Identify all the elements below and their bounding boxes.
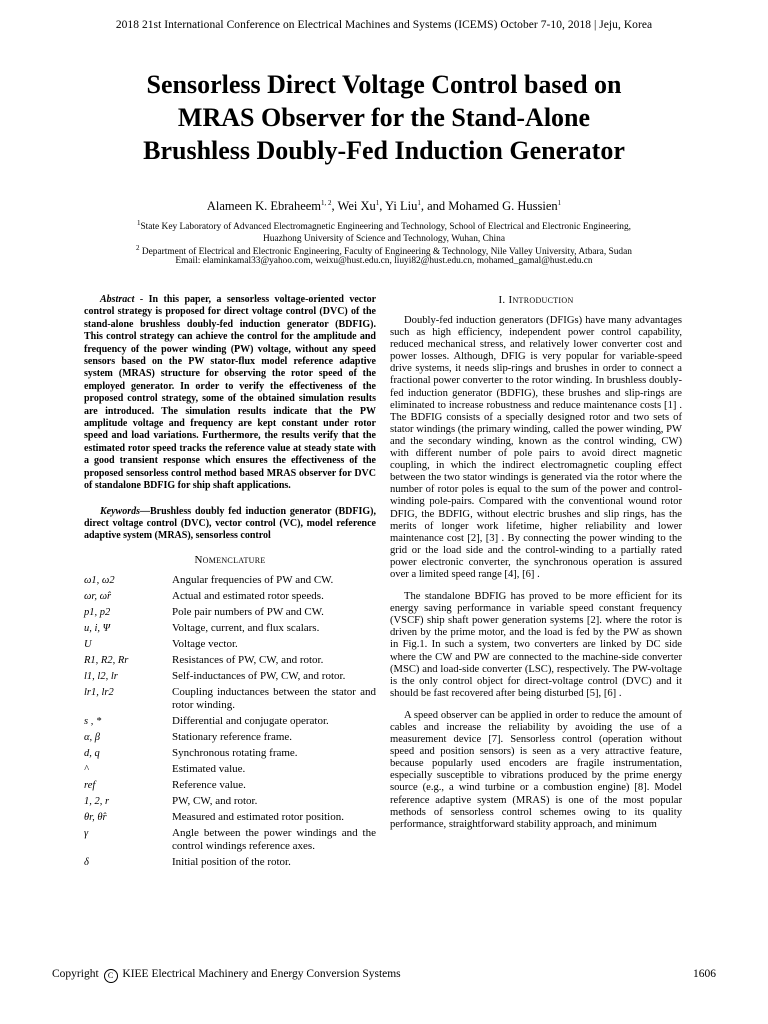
nomenclature-row <box>84 811 376 824</box>
nomenclature-definition: Resistances of PW, CW, and rotor. <box>172 653 324 666</box>
author-3: , Yi Liu <box>379 199 418 214</box>
author-1-sup: 1, 2 <box>321 199 332 207</box>
nomenclature-table <box>84 574 376 869</box>
nomenclature-symbol: 1, 2, r <box>84 795 110 807</box>
keywords-text: —Brushless doubly fed induction generator (BDFIG), direct voltage control (DVC), vector control (VC), model reference adaptive system (MRAS), sensorless control <box>84 505 376 542</box>
title-line-1: Sensorless Direct Voltage Control based on <box>146 70 622 99</box>
author-2-sup: 1 <box>375 199 380 207</box>
paper-title <box>60 68 708 167</box>
keywords-label: Keywords <box>100 505 140 517</box>
nomenclature-symbol: u, i, Ψ <box>84 622 111 634</box>
nomenclature-row <box>84 622 376 635</box>
author-4-sup: 1 <box>557 199 562 207</box>
author-1: Alameen K. Ebraheem <box>206 199 322 214</box>
nomenclature-definition: Reference value. <box>172 778 246 791</box>
footer-copyright <box>52 968 401 983</box>
nomenclature-definition: Angular frequencies of PW and CW. <box>172 573 334 586</box>
nomenclature-definition: Differential and conjugate operator. <box>172 714 329 727</box>
nomenclature-symbol: p1, p2 <box>84 606 111 618</box>
nomenclature-definition: Voltage vector. <box>172 637 238 650</box>
nomenclature-symbol: γ <box>84 827 89 839</box>
nomenclature-definition: PW, CW, and rotor. <box>172 794 258 807</box>
nomenclature-symbol: ref <box>84 779 96 791</box>
nomenclature-symbol: ω1, ω2 <box>84 574 115 586</box>
affiliation-1-sup: 1 <box>136 219 141 227</box>
nomenclature-definition: Angle between the power windings and the control windings reference axes. <box>172 826 376 852</box>
author-2: , Wei Xu <box>331 199 376 214</box>
intro-paragraph-1: Doubly-fed induction generators (DFIGs) have many advantages such as high efficiency, independent power control capability, reduced mechanical stress, and relatively lower converter cost and power losses. Although, DFIG is very popular for variable-speed drive systems, it needs slip-rings and brushes in order to connect a fractional power converter to the rotor winding. In brushless doubly-fed induction generator (BDFIG), these brushes and slip-rings are eliminated to increase robustness and reduce maintenance costs [1] . The BDFIG consists of a specially designed rotor and two sets of stator windings (the primary winding, called the power winding, PW and the secondary winding, known as the control winding, CW) with different number of pole pairs to avoid direct magnetic coupling, in which the indirect electromagnetic coupling effect between the two stator windings is generated via the rotor where the number of rotor poles is equal to the sum of the power and control-winding pole-pairs. Compared with the conventional wound rotor DFIG, the BDFIG, without electric brushes and slip rings, has the merits of longer work lifetime, higher reliability and lower maintenance cost [2], [3] . By connecting the power winding to the grid or the load side and the control-winding to a partially rated power electronic converter, the synchronous operation is assured over a limited speed range [4], [6] . <box>390 315 682 580</box>
title-line-2: MRAS Observer for the Stand-Alone <box>177 103 591 132</box>
nomenclature-symbol: ^ <box>84 763 89 775</box>
nomenclature-symbol: θr, θ̂r <box>84 811 107 823</box>
author-4: , and Mohamed G. Hussien <box>420 199 558 214</box>
nomenclature-symbol: d, q <box>84 747 100 759</box>
nomenclature-definition: Initial position of the rotor. <box>172 855 291 868</box>
conference-header: 2018 21st International Conference on Electrical Machines and Systems (ICEMS) October 7-10, 2018 | Jeju, Korea <box>115 19 653 31</box>
author-3-sup: 1 <box>417 199 421 207</box>
nomenclature-symbol: s , * <box>84 715 102 727</box>
nomenclature-row <box>84 779 376 792</box>
nomenclature-definition: Self-inductances of PW, CW, and rotor. <box>172 669 346 682</box>
nomenclature-symbol: U <box>84 638 92 650</box>
affiliation-1-line-2: Huazhong University of Science and Technology, Wuhan, China <box>263 233 505 244</box>
nomenclature-symbol: lr1, lr2 <box>84 686 114 698</box>
nomenclature-symbol: α, β <box>84 731 100 743</box>
right-column <box>390 294 682 841</box>
nomenclature-definition: Synchronous rotating frame. <box>172 746 298 759</box>
nomenclature-definition: Actual and estimated rotor speeds. <box>172 589 324 602</box>
nomenclature-row <box>84 606 376 619</box>
abstract <box>84 294 376 493</box>
nomenclature-symbol: ωr, ω̂r <box>84 590 112 602</box>
nomenclature-definition: Estimated value. <box>172 762 246 775</box>
title-line-3: Brushless Doubly-Fed Induction Generator <box>143 136 625 165</box>
nomenclature-row <box>84 638 376 651</box>
nomenclature-row <box>84 574 376 587</box>
intro-paragraph-2: The standalone BDFIG has proved to be more efficient for its energy saving performance in variable speed constant frequency (VSCF) ship shaft power generation systems [2]. where the rotor is driven by the prime motor, and the load is fed by the PW as shown in Fig.1. In such a system, two converters are linked by DC side where the CW and PW are connected to the machine-side converter (MSC) and load-side converter (LSC), respectively. The PW-voltage is the only control object for direct-voltage control (DVC) and it should be fast recovered after being disturbed [5], [6] . <box>390 591 682 699</box>
nomenclature-symbol: δ <box>84 856 89 868</box>
nomenclature-definition: Voltage, current, and flux scalars. <box>172 621 320 634</box>
nomenclature-symbol: l1, l2, lr <box>84 670 118 682</box>
left-column <box>84 294 376 872</box>
nomenclature-definition: Stationary reference frame. <box>172 730 293 743</box>
nomenclature-row <box>84 731 376 744</box>
affiliation-1-line-1: State Key Laboratory of Advanced Electromagnetic Engineering and Technology, School of Electrical and Electronic Engineering, <box>140 222 632 233</box>
nomenclature-definition: Coupling inductances between the stator and rotor winding. <box>172 685 376 711</box>
nomenclature-row <box>84 590 376 603</box>
nomenclature-row <box>84 856 376 869</box>
author-list <box>0 199 768 214</box>
nomenclature-row <box>84 795 376 808</box>
abstract-label: Abstract - <box>100 294 149 305</box>
page-number: 1606 <box>693 968 716 980</box>
nomenclature-row <box>84 654 376 667</box>
copyright-text: KIEE Electrical Machinery and Energy Conversion Systems <box>122 968 401 980</box>
nomenclature-row <box>84 686 376 712</box>
email-line: Email: elaminkamal33@yahoo.com, weixu@hust.edu.cn, liuyi82@hust.edu.cn, mohamed_gamal@hust.edu.cn <box>175 256 593 266</box>
nomenclature-heading: Nomenclature <box>194 553 266 566</box>
affiliation-2-text: Department of Electrical and Electronic Engineering, Faculty of Engineering & Technology, Nile Valley University, Atbara, Sudan <box>139 247 632 258</box>
keywords <box>84 506 376 543</box>
nomenclature-row <box>84 670 376 683</box>
affiliation-2-sup: 2 <box>136 244 140 252</box>
nomenclature-definition: Measured and estimated rotor position. <box>172 810 344 823</box>
nomenclature-row <box>84 827 376 853</box>
abstract-text: In this paper, a sensorless voltage-oriented vector control strategy is proposed for direct voltage control (DVC) of the stand-alone brushless doubly-fed induction generator (BDFIG). This control strategy can achieve the control for the amplitude and frequency of the power winding (PW) voltage, without any speed sensors based on the PW stator-flux model reference adaptive system (MRAS) structure for observing the rotor speed of the employed generator. In order to verify the effectiveness of the proposed control strategy, some of the obtained simulation results are introduced. The simulation results indicate that the PW amplitude voltage and frequency are kept constant under rotor speed and load variations. Furthermore, the results verify that the estimated rotor speed tracks the reference value at steady state with a good transient response which ensures the effectiveness of the proposed sensorless control method based MRAS observer for DVC of standalone BDFIG for ship shaft applications. <box>84 294 377 492</box>
nomenclature-row <box>84 715 376 728</box>
nomenclature-row <box>84 763 376 776</box>
intro-paragraph-3: A speed observer can be applied in order to reduce the amount of cables and increase the reliability by avoiding the use of a measurement device [7]. Sensorless control (operation without speed and position sensors) is seen as a very attractive feature, because popularly used encoders are fragile instrumentation, especially susceptible to vibrations produced by the prime energy source (e.g., a wind turbine or a combustion engine) [8]. Model reference adaptive system (MRAS) is one of the most popular methods of sensorless control schemes owing to its quality performance, straightforward stability approach, and minimum <box>390 709 682 830</box>
nomenclature-row <box>84 747 376 760</box>
nomenclature-definition: Pole pair numbers of PW and CW. <box>172 605 324 618</box>
copyright-icon: C <box>104 969 118 983</box>
nomenclature-symbol: R1, R2, Rr <box>84 654 129 666</box>
copyright-prefix: Copyright <box>52 968 99 980</box>
introduction-heading: I. Introduction <box>498 294 574 306</box>
affiliation-1 <box>60 218 708 245</box>
